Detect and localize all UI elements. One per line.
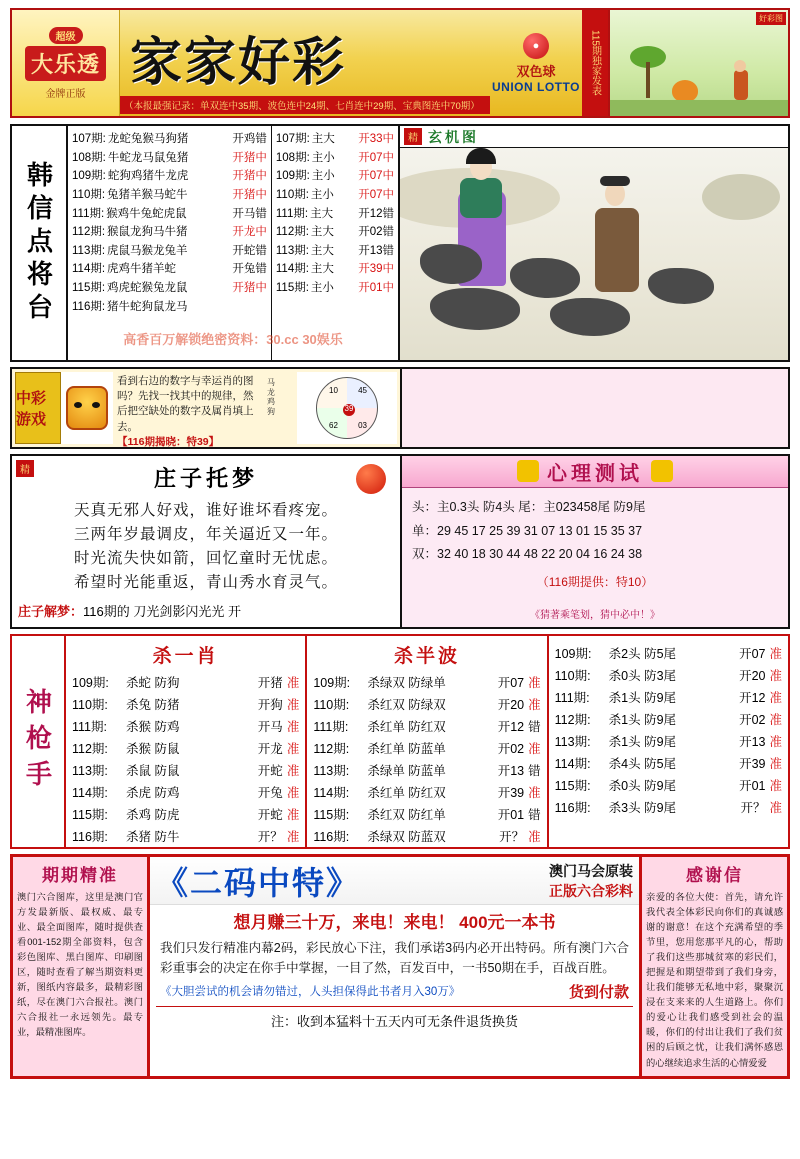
table-row: 109期: 主小 开07中 xyxy=(275,170,394,183)
masthead-subtitle: （本报最强记录：单双连中35期、波色连中24期、七肖连中29期、宝典图连中70期） xyxy=(120,96,490,114)
table-row: 110期: 主小 开07中 xyxy=(275,188,394,201)
masthead-title-area xyxy=(120,10,490,116)
table-row: 110期: 杀兔 防猪 开狗 准 xyxy=(72,698,300,712)
table-row: 110期: 杀红双 防绿双 开20 准 xyxy=(313,698,541,712)
psychology-note: （116期提供：特10） xyxy=(536,575,654,590)
masthead-brand xyxy=(12,10,120,116)
poem-line: 天真无邪人好戏，谁好谁坏看疼宠。 xyxy=(73,502,338,519)
two-code-slogan: 想月赚三十万，来电！来电！ 400元一本书 xyxy=(233,913,556,932)
section-ads xyxy=(10,854,790,1079)
table-row: 108期: 牛蛇龙马鼠兔猪 开猪中 xyxy=(72,151,267,164)
kill-one-zodiac-title: 杀一肖 xyxy=(152,646,219,667)
psych-panel-top-spacer xyxy=(402,367,790,449)
table-row: 107期: 龙蛇兔猴马狗猪 开鸡错 xyxy=(72,133,267,145)
watermark-text: 高香百万解锁绝密资料：30.cc 30娱乐 xyxy=(123,332,343,347)
lotto-ball-icon: ● xyxy=(523,33,549,59)
table-row: 109期: 杀2头 防5尾 开07 准 xyxy=(554,647,782,661)
super-badge: 超级 xyxy=(49,27,83,44)
psychology-line: 头：主0.3头 防4头 尾：主023458尾 防9尾 xyxy=(412,499,646,514)
table-row: 114期: 虎鸡牛猪羊蛇 开兔错 xyxy=(72,263,267,276)
psychology-body xyxy=(402,488,788,602)
two-code-note: 《大胆尝试的机会请勿错过，人头担保得此书者月入30万》 xyxy=(160,986,461,999)
table-row: 111期: 杀1头 防9尾 开12 准 xyxy=(554,691,782,705)
lantern-icon xyxy=(651,460,673,482)
poem-line: 三两年岁最调皮，年关逼近又一年。 xyxy=(73,526,338,544)
kill-half-wave-title: 杀半波 xyxy=(393,646,460,667)
section-sniper xyxy=(10,634,790,849)
wheel-graphic xyxy=(316,377,378,439)
qiqi-body: 澳门六合图库，这里是澳门官方发最新版、最权威、最专业、最全面图库，随时提供查看001-152期全部资料，包含彩色图库、黑白图库、印刷图区，随时查看了解当期资料更新，图纸内容最多，最精彩图纸，尽在澳门六合报社。澳门六合报社一永远领先。最专业，最精准图库。 xyxy=(17,892,143,1038)
psychology-panel xyxy=(402,454,790,629)
thanks-body: 亲爱的各位大使：首先，请允许我代表全体彩民向你们的真诚感谢的谢意！在这个充满希望的季节里，您用您那平凡的心，帮助了我们这些那城贫寒的彩民们，把握是和期望带到了我们身旁，让我们能够无私地中彩，聚聚沉浸在支来来的人生道路上。你们的爱心让我们感受到社会的温暖，你们的付出让我们了我们贫困的后顾之忧，让我们满怀感恩的心继续追求生活的心情爱爱 xyxy=(646,892,783,1068)
zodiac-label: 鸡 xyxy=(267,397,275,407)
two-code-title: 《二码中特》 xyxy=(156,864,361,901)
table-row: 116期: 杀猪 防牛 开？ 准 xyxy=(72,830,300,844)
kill-column-one-zodiac xyxy=(66,634,307,849)
sun-icon xyxy=(356,464,386,494)
two-code-paragraph: 我们只发行精准内幕2码，彩民放心下注，我们承诺3码内必开出特码。所有澳门六合彩重事会的决定在你手中掌握，一目了然，百发百中，一书50期在手，百战百胜。 xyxy=(160,941,629,976)
pay-on-delivery-badge: 货到付款 xyxy=(568,983,629,1001)
number-wheel xyxy=(297,372,397,444)
masthead-illustration xyxy=(608,10,788,116)
psychology-line: 单：29 45 17 25 39 31 07 13 01 15 35 37 xyxy=(412,523,643,538)
zhongcai-game-panel xyxy=(10,367,402,449)
thanks-title: 感谢信 xyxy=(686,866,743,885)
union-lotto-en: UNION LOTTO xyxy=(492,79,580,94)
table-row: 110期: 杀0头 防3尾 开20 准 xyxy=(554,669,782,683)
table-row: 115期: 杀鸡 防虎 开蛇 准 xyxy=(72,808,300,822)
qiqi-title: 期期精准 xyxy=(42,866,118,885)
thanks-letter-panel xyxy=(642,854,790,1079)
table-row: 112期: 猴鼠龙狗马牛猪 开龙中 xyxy=(72,226,267,239)
zhongcai-description: 看到右边的数字与幸运肖的图吗？先找一找其中的规律，然后把空缺处的数字及属肖填上去。 xyxy=(117,375,254,433)
table-row: 114期: 杀虎 防鸡 开兔 准 xyxy=(72,786,300,800)
union-lotto-cn: 双色球 xyxy=(516,63,556,79)
section-han-xin xyxy=(10,124,790,362)
zodiac-label: 龙 xyxy=(267,387,275,397)
two-code-origin xyxy=(549,861,633,901)
two-code-footer: 注：收到本猛料十五天内可无条件退货换货 xyxy=(156,1006,633,1034)
psychology-line: 双：32 40 18 30 44 48 22 20 04 16 24 38 xyxy=(412,547,643,562)
psychology-footer: 《猜著乘笔划，猜中必中！》 xyxy=(530,610,660,621)
table-row: 112期: 主大 开02错 xyxy=(275,226,394,239)
table-row: 108期: 主小 开07中 xyxy=(275,151,394,164)
table-row: 115期: 杀0头 防9尾 开01 准 xyxy=(554,779,782,793)
table-row: 111期: 杀猴 防鸡 开马 准 xyxy=(72,720,300,734)
table-row: 115期: 杀红双 防红单 开01 错 xyxy=(313,808,541,822)
table-row: 115期: 鸡虎蛇猴兔龙鼠 开猪中 xyxy=(72,282,267,294)
table-row: 113期: 杀1头 防9尾 开13 准 xyxy=(554,735,782,749)
origin-line-1: 澳门马会原装 xyxy=(549,862,633,879)
prediction-column-right xyxy=(272,126,398,360)
table-row: 115期: 主小 开01中 xyxy=(275,282,394,294)
zhuangzi-badge: 精 xyxy=(16,460,34,477)
table-row: 113期: 虎鼠马猴龙兔羊 开蛇错 xyxy=(72,244,267,257)
table-row: 111期: 猴鸡牛兔蛇虎鼠 开马错 xyxy=(72,207,267,220)
table-row: 113期: 主大 开13错 xyxy=(275,244,394,257)
xuanji-title: 玄机图 xyxy=(428,128,479,145)
table-row: 111期: 杀红单 防红双 开12 错 xyxy=(313,720,541,734)
prediction-column-left xyxy=(68,126,272,360)
two-code-ad-panel xyxy=(150,854,642,1079)
poem-line: 时光流失快如箭，回忆童时无忧虑。 xyxy=(73,550,338,568)
two-code-header xyxy=(150,857,639,905)
mask-illustration xyxy=(61,372,113,444)
kill-column-head-tail xyxy=(549,634,790,849)
table-row: 112期: 杀1头 防9尾 开02 准 xyxy=(554,713,782,727)
zhuangzi-poem xyxy=(18,499,394,595)
zhuangzi-answer-text: 116期的 刀光剑影闪光光 开 xyxy=(83,604,241,620)
zodiac-label: 狗 xyxy=(267,406,275,416)
table-row: 111期: 主大 开12错 xyxy=(275,207,394,220)
union-lotto-logo xyxy=(490,10,582,116)
masthead xyxy=(10,8,790,118)
table-row: 114期: 杀红单 防红双 开39 准 xyxy=(313,786,541,800)
zodiac-labels xyxy=(267,372,297,444)
psychology-title: 心理测试 xyxy=(547,462,643,485)
table-row: 109期: 杀绿双 防绿单 开07 准 xyxy=(313,676,541,690)
opera-mask-icon xyxy=(66,386,108,430)
table-row: 109期: 杀蛇 防狗 开猪 准 xyxy=(72,676,300,690)
han-xin-title-box xyxy=(10,124,68,362)
table-row: 109期: 蛇狗鸡猪牛龙虎 开猪中 xyxy=(72,170,267,183)
gold-auth-label: 金牌正版 xyxy=(45,88,86,100)
qiqi-panel xyxy=(10,854,150,1079)
zodiac-label: 马 xyxy=(267,378,275,387)
table-row: 116期: 猪牛蛇狗鼠龙马 xyxy=(72,300,188,313)
xuanji-header xyxy=(400,126,788,148)
illustration-tag: 好彩图 xyxy=(756,12,786,25)
han-xin-predictions xyxy=(68,124,400,362)
han-xin-title: 韩信点将台 xyxy=(23,160,54,326)
zhuangzi-answer-label: 庄子解梦： xyxy=(18,604,84,620)
lantern-icon xyxy=(517,460,539,482)
table-row: 113期: 杀绿单 防蓝单 开13 错 xyxy=(313,764,541,778)
sniper-title: 神枪手 xyxy=(22,687,53,796)
table-row: 114期: 主大 开39中 xyxy=(275,263,394,276)
wheel-center-number: 39 xyxy=(343,404,355,416)
origin-line-2: 正版六合彩料 xyxy=(549,882,633,899)
kill-column-half-wave xyxy=(307,634,548,849)
xuanji-illustration xyxy=(400,148,788,360)
wheel-number: 03 xyxy=(358,421,367,430)
table-row: 113期: 杀鼠 防鼠 开蛇 准 xyxy=(72,764,300,778)
zhuangzi-answer xyxy=(18,601,394,620)
table-row: 112期: 杀红单 防蓝单 开02 准 xyxy=(313,742,541,756)
psychology-header xyxy=(402,456,788,488)
wheel-number: 62 xyxy=(329,421,338,430)
xuanji-panel xyxy=(400,124,790,362)
zhongcai-answer: 【116期揭晓：特39】 xyxy=(117,435,220,448)
masthead-vertical-note: 115期独家发表 xyxy=(582,10,608,116)
zhongcai-text xyxy=(113,372,267,448)
poem-line: 希望时光能重返，青山秀水育灵气。 xyxy=(73,574,338,592)
zhongcai-label: 中彩游戏 xyxy=(15,372,61,444)
page-title: 家家好彩 xyxy=(130,33,347,93)
table-row: 110期: 兔猪羊猴马蛇牛 开猪中 xyxy=(72,188,267,201)
dlt-logo: 大乐透 xyxy=(25,46,106,81)
zhuangzi-panel xyxy=(10,454,402,629)
section-zhuangzi-and-psych xyxy=(10,454,790,629)
wheel-number: 10 xyxy=(329,386,338,395)
table-row: 114期: 杀4头 防5尾 开39 准 xyxy=(554,757,782,771)
table-row: 107期: 主大 开33中 xyxy=(275,133,394,145)
section-game-and-psych-top xyxy=(10,367,790,449)
zhuangzi-title: 庄子托梦 xyxy=(153,466,258,491)
table-row: 112期: 杀猴 防鼠 开龙 准 xyxy=(72,742,300,756)
table-row: 116期: 杀绿双 防蓝双 开？ 准 xyxy=(313,830,541,844)
wheel-number: 45 xyxy=(358,386,367,395)
table-row: 116期: 杀3头 防9尾 开？ 准 xyxy=(554,801,782,815)
sniper-title-box xyxy=(10,634,66,849)
xuanji-badge: 精 xyxy=(404,128,422,145)
